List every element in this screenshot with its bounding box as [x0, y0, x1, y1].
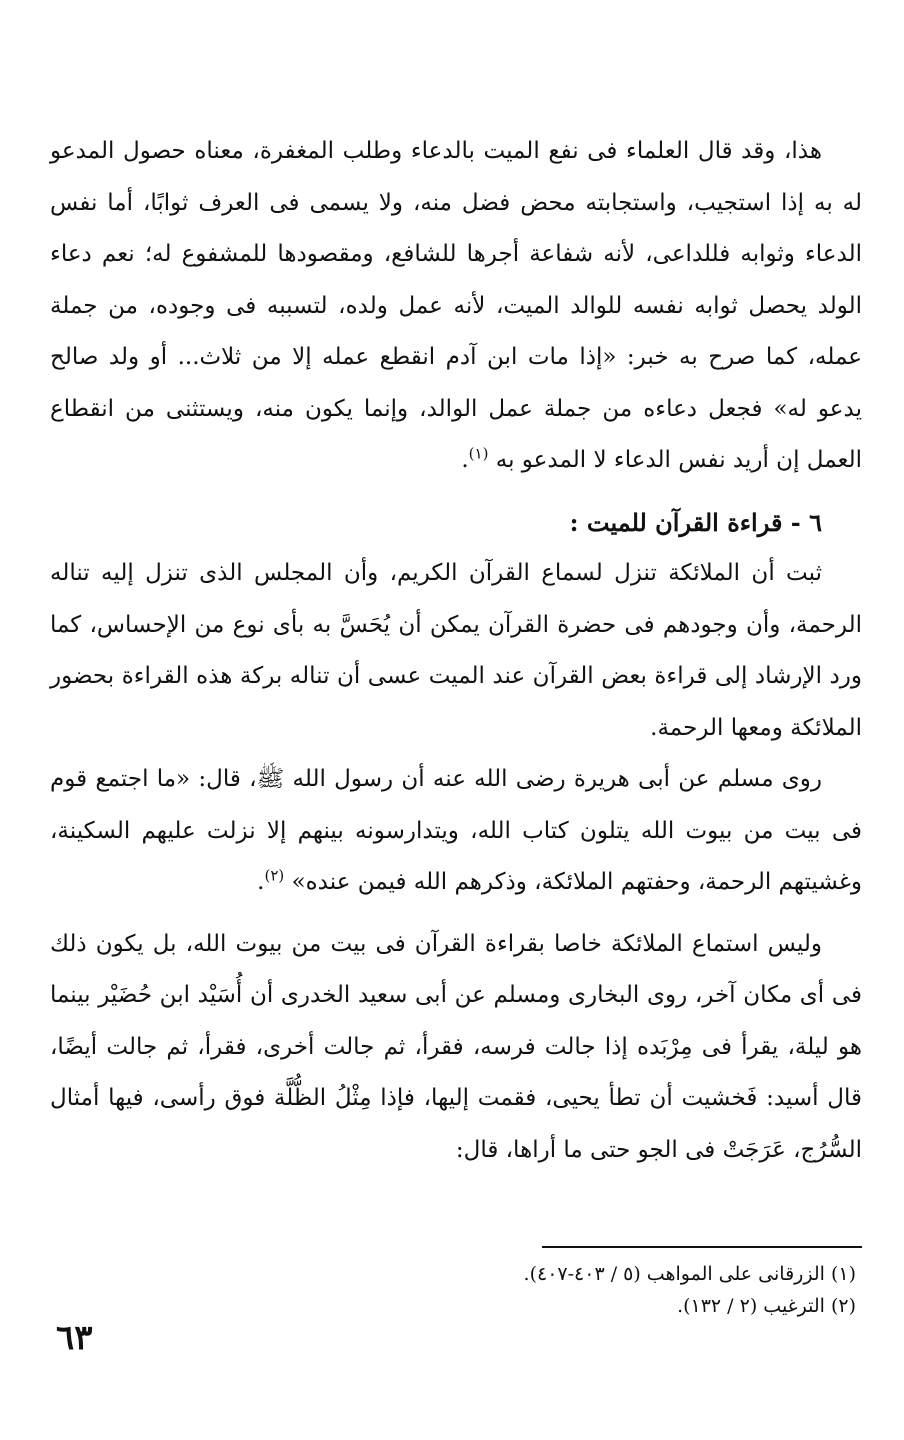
paragraph-3-end: .	[257, 869, 265, 895]
spacer	[50, 487, 862, 497]
paragraph-4: وليس استماع الملائكة خاصا بقراءة القرآن فى بيت من بيوت الله، بل يكون ذلك فى أى مكان آخر، روى البخارى ومسلم عن أبى سعيد الخدرى أن أُسَيْد ابن حُضَيْر بينما هو ليلة، يقرأ فى مِرْبَده إذا جالت فرسه، فقرأ، ثم جالت أخرى، فقرأ، ثم جالت أيضًا، قال أسيد: فَخشيت أن تطأ يحيى، فقمت إليها، فإذا مِثْلُ الظُّلَّة فوق رأسى، فيها أمثال السُّرُج، عَرَجَتْ فى الجو حتى ما أراها، قال:	[50, 930, 862, 1163]
paragraph-3	[50, 754, 862, 909]
footnote-2: (٢) الترغيب (٢ / ١٣٢).	[677, 1295, 856, 1317]
footnotes	[256, 1258, 856, 1322]
footnote-divider	[542, 1246, 862, 1248]
footnote-1: (١) الزرقانى على المواهب (٥ / ٤٠٣-٤٠٧).	[523, 1263, 856, 1285]
footnote-marker-2: (٢)	[264, 866, 285, 885]
paragraph-3-text: روى مسلم عن أبى هريرة رضى الله عنه أن رسول الله ﷺ، قال: «ما اجتمع قوم فى بيت من بيوت الله يتلون كتاب الله، ويتدارسونه بينهم إلا نزلت عليهم السكينة، وغشيتهم الرحمة، وحفتهم الملائكة، وذكرهم الله فيمن عنده»	[50, 766, 862, 895]
footnote-marker-1: (١)	[468, 444, 489, 463]
paragraph-1-end: .	[461, 447, 469, 473]
paragraph-1	[50, 126, 862, 487]
paragraph-1-text: هذا، وقد قال العلماء فى نفع الميت بالدعاء وطلب المغفرة، معناه حصول المدعو له به إذا استجيب، واستجابته محض فضل منه، ولا يسمى فى العرف ثوابًا، أما نفس الدعاء وثوابه فللداعى، لأنه شفاعة أجرها للشافع، ومقصودها للمشفوع له؛ نعم دعاء الولد يحصل ثوابه نفسه للوالد الميت، لأنه عمل ولده، لتسببه فى وجوده، من جملة عمله، كما صرح به خبر: «إذا مات ابن آدم انقطع عمله إلا من ثلاث... أو ولد صالح يدعو له» فجعل دعاءه من جملة عمل الوالد، وإنما يكون منه، ويستثنى من انقطاع العمل إن أريد نفس الدعاء لا المدعو به	[50, 138, 862, 473]
page-number: ٦٣	[56, 1318, 93, 1358]
section-heading: ٦ - قراءة القرآن للميت :	[569, 507, 822, 537]
paragraph-2: ثبت أن الملائكة تنزل لسماع القرآن الكريم، وأن المجلس الذى تنزل إليه تناله الرحمة، وأن وجودهم فى حضرة القرآن يمكن أن يُحَسَّ به بأى نوع من الإحساس، كما ورد الإرشاد إلى قراءة بعض القرآن عند الميت عسى أن تناله بركة هذه القراءة بحضور الملائكة ومعها الرحمة.	[50, 560, 862, 741]
main-text	[50, 126, 862, 1176]
spacer	[50, 909, 862, 919]
